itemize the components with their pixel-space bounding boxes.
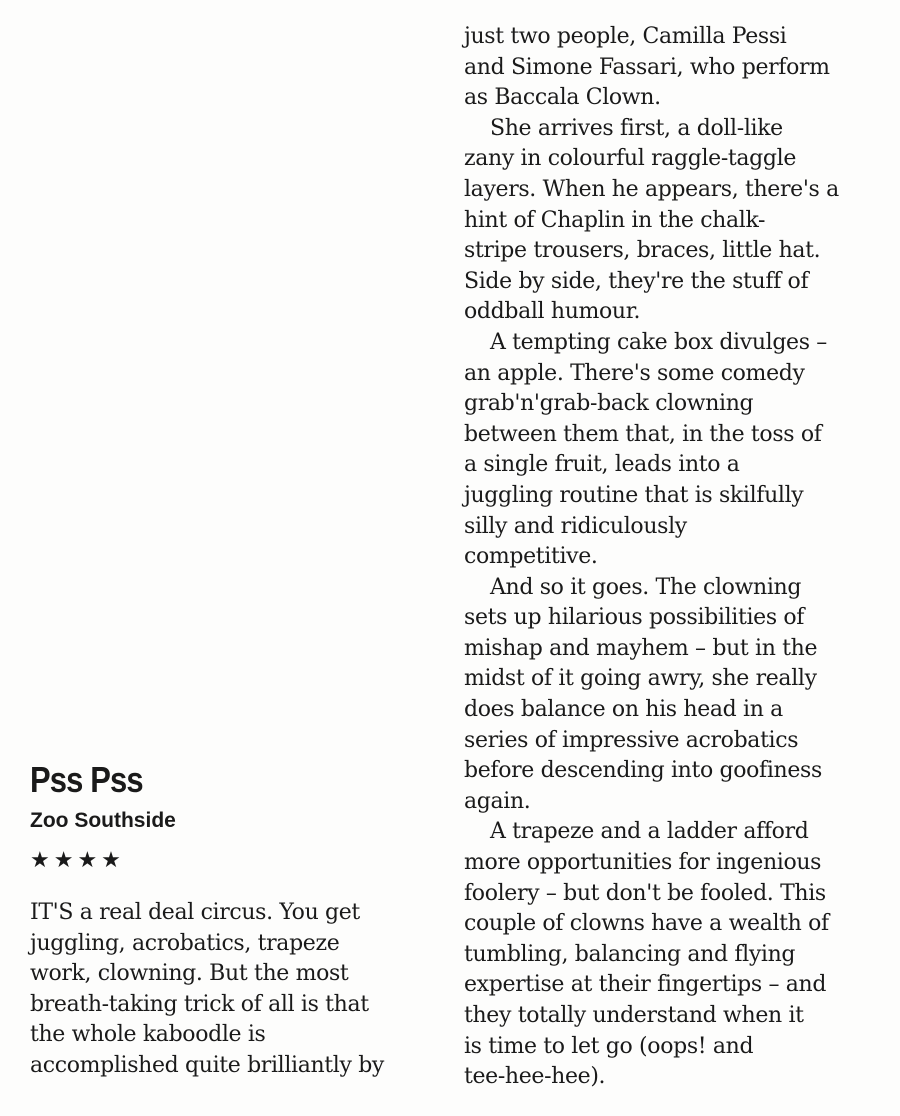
text-line: silly and ridiculously <box>464 513 687 539</box>
review-headline: Pss Pss <box>30 759 143 800</box>
text-line: again. <box>464 788 531 814</box>
text-line: accomplished quite brilliantly by <box>30 1052 385 1078</box>
text-line: breath-taking trick of all is that <box>30 991 369 1017</box>
text-line: midst of it going awry, she really <box>464 666 817 692</box>
text-line: an apple. There's some comedy <box>464 360 805 386</box>
text-line: the whole kaboodle is <box>30 1022 266 1048</box>
text-line: and Simone Fassari, who perform <box>464 54 830 80</box>
text-line: juggling, acrobatics, trapeze <box>30 930 340 956</box>
text-line: as Baccala Clown. <box>464 85 661 111</box>
text-line: stripe trousers, braces, little hat. <box>464 238 821 264</box>
text-line: sets up hilarious possibilities of <box>464 605 805 631</box>
intro-paragraph <box>30 898 448 1082</box>
body-paragraph <box>464 573 884 818</box>
text-line: juggling routine that is skilfully <box>464 482 804 508</box>
text-line: competitive. <box>464 544 598 570</box>
body-paragraph <box>464 328 884 573</box>
text-line: And so it goes. The clowning <box>490 574 802 600</box>
text-line: expertise at their fingertips – and <box>464 972 827 998</box>
text-line: mishap and mayhem – but in the <box>464 635 818 661</box>
text-line: Side by side, they're the stuff of <box>464 268 809 294</box>
text-line: oddball humour. <box>464 299 641 325</box>
text-line: they totally understand when it <box>464 1003 804 1028</box>
text-line: work, clowning. But the most <box>30 961 349 987</box>
text-line: couple of clowns have a wealth of <box>464 911 829 937</box>
body-paragraph <box>464 22 884 114</box>
text-line: tee-hee-hee). <box>464 1064 606 1090</box>
venue-name: Zoo Southside <box>30 809 176 832</box>
text-line: before descending into goofiness <box>464 758 822 784</box>
star-rating: ★★★★ <box>30 848 125 873</box>
text-line: She arrives first, a doll-like <box>490 115 783 141</box>
text-line: hint of Chaplin in the chalk- <box>464 207 766 233</box>
body-paragraph <box>464 114 884 328</box>
text-line: between them that, in the toss of <box>464 421 822 447</box>
right-column <box>464 22 884 1093</box>
text-line: is time to let go (oops! and <box>464 1033 754 1059</box>
text-line: A tempting cake box divulges – <box>490 329 827 355</box>
text-line: more opportunities for ingenious <box>464 850 822 876</box>
body-paragraph <box>464 817 884 1092</box>
text-line: IT'S a real deal circus. You get <box>30 900 360 925</box>
text-line: A trapeze and a ladder afford <box>490 819 809 845</box>
text-line: a single fruit, leads into a <box>464 452 740 478</box>
text-line: just two people, Camilla Pessi <box>464 24 787 49</box>
text-line: zany in colourful raggle-taggle <box>464 146 796 172</box>
text-line: grab'n'grab-back clowning <box>464 391 754 417</box>
left-column <box>30 760 448 1082</box>
text-line: series of impressive acrobatics <box>464 727 799 753</box>
text-line: foolery – but don't be fooled. This <box>464 880 826 906</box>
text-line: tumbling, balancing and flying <box>464 941 796 967</box>
text-line: does balance on his head in a <box>464 697 783 723</box>
text-line: layers. When he appears, there's a <box>464 176 839 202</box>
